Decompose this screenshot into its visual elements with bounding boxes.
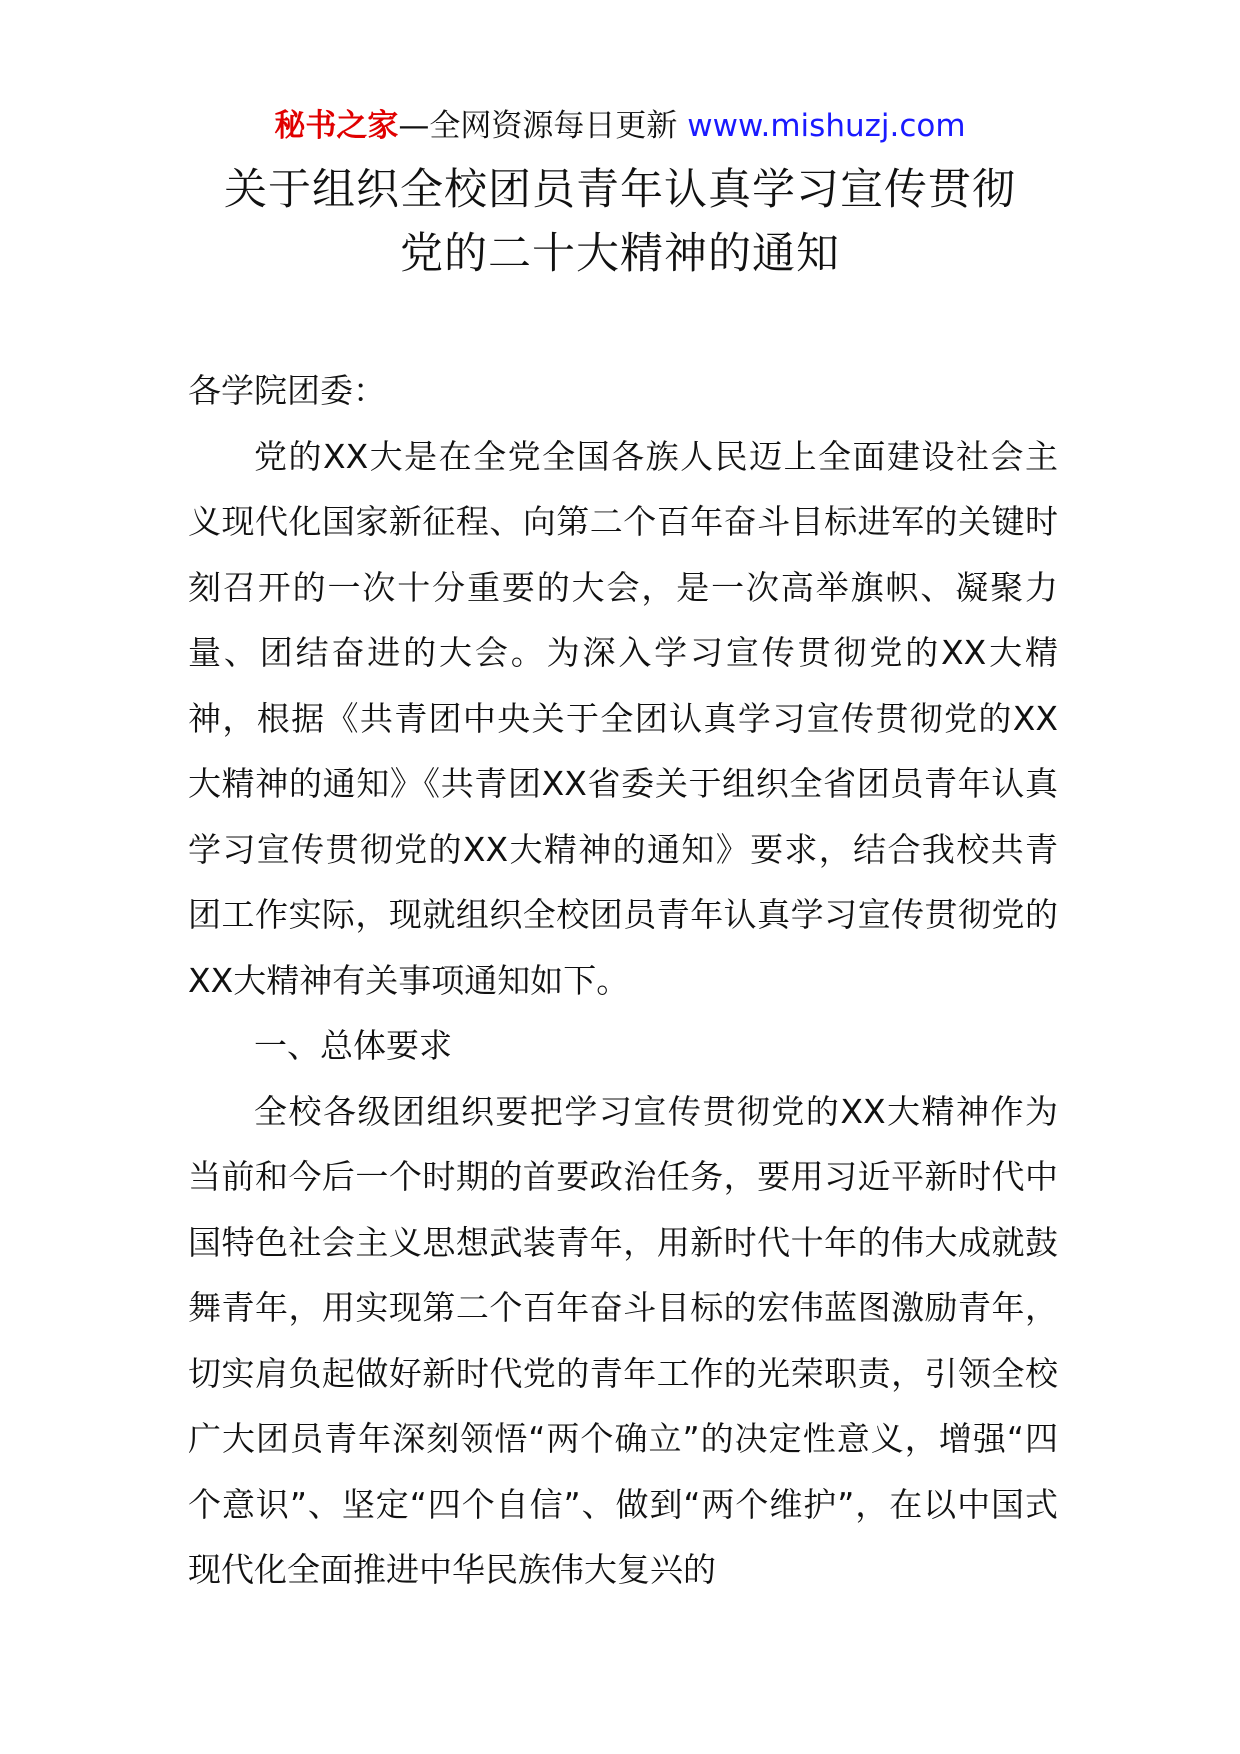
brand-name: 秘书之家	[274, 108, 399, 144]
title-line-1: 关于组织全校团员青年认真学习宣传贯彻	[224, 165, 1016, 215]
paragraph-intro: 党的XX大是在全党全国各族人民迈上全面建设社会主义现代化国家新征程、向第二个百年奋斗目标进军的关键时刻召开的一次十分重要的大会，是一次高举旗帜、凝聚力量、团结奋进的大会。为深入学习宣传贯彻党的XX大精神，根据《共青团中央关于全团认真学习宣传贯彻党的XX大精神的通知》《共青团XX省委关于组织全省团员青年认真学习宣传贯彻党的XX大精神的通知》要求，结合我校共青团工作实际，现就组织全校团员青年认真学习宣传贯彻党的XX大精神有关事项通知如下。	[188, 436, 1058, 1000]
header-slogan: —全网资源每日更新	[398, 108, 678, 144]
document-title	[0, 158, 1240, 286]
site-header	[0, 104, 1240, 148]
title-line-2: 党的二十大精神的通知	[400, 229, 840, 279]
salutation: 各学院团委：	[188, 371, 386, 410]
paragraph-requirements: 全校各级团组织要把学习宣传贯彻党的XX大精神作为当前和今后一个时期的首要政治任务，要用习近平新时代中国特色社会主义思想武装青年，用新时代十年的伟大成就鼓舞青年，用实现第二个百年奋斗目标的宏伟蓝图激励青年，切实肩负起做好新时代党的青年工作的光荣职责，引领全校广大团员青年深刻领悟“两个确立”的决定性意义，增强“四个意识”、坚定“四个自信”、做到“两个维护”，在以中国式现代化全面推进中华民族伟大复兴的	[188, 1091, 1058, 1589]
site-url-link[interactable]: www.mishuzj.com	[687, 108, 966, 144]
document-body	[188, 358, 1058, 1603]
section-heading: 一、总体要求	[254, 1026, 452, 1065]
